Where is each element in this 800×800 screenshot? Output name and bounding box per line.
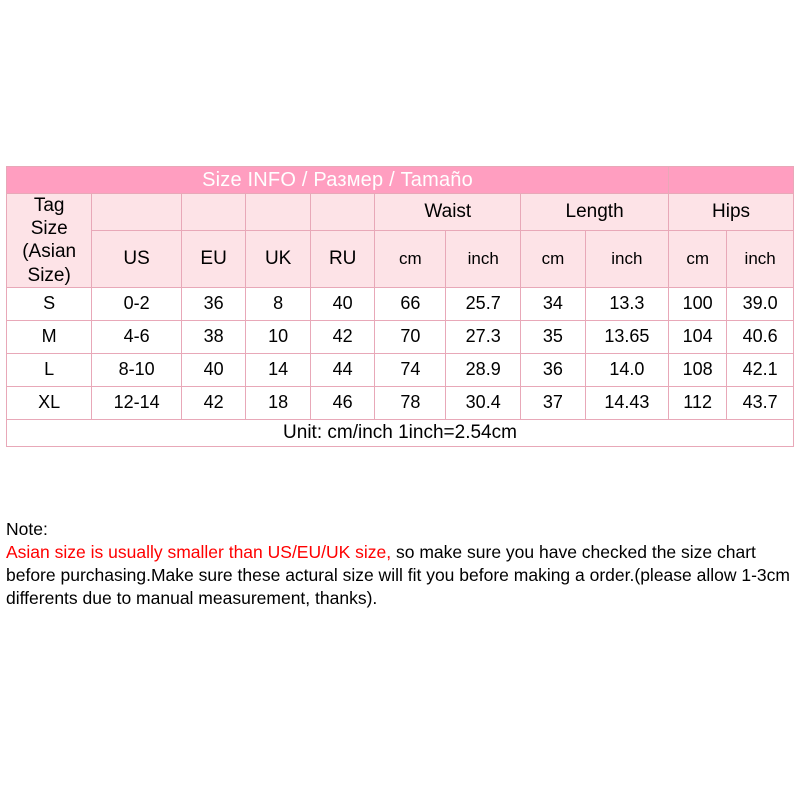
header-tag-size-line-1: Tag (33, 195, 65, 216)
row-waist-inch: 28.9 (446, 353, 521, 386)
header-us: US (92, 231, 182, 288)
row-length-cm: 36 (521, 353, 586, 386)
row-length-cm: 34 (521, 287, 586, 320)
size-table (6, 166, 794, 447)
row-waist-cm: 70 (375, 320, 446, 353)
header-ru: RU (310, 231, 375, 288)
row-length-inch: 13.3 (585, 287, 668, 320)
row-uk: 8 (246, 287, 311, 320)
title-blank-cell (669, 167, 794, 194)
note-rest-text: so make sure you have checked the size chart before purchasing.Make sure these actural size will fit you before making a order.(please allow 1-3cm differents due to manual measurement, thanks). (6, 542, 790, 609)
row-ru: 40 (310, 287, 375, 320)
row-eu: 42 (181, 386, 246, 419)
row-hips-cm: 108 (669, 353, 727, 386)
row-us: 12-14 (92, 386, 182, 419)
row-eu: 40 (181, 353, 246, 386)
header-waist: Waist (375, 194, 521, 231)
row-us: 4-6 (92, 320, 182, 353)
row-us: 8-10 (92, 353, 182, 386)
header-tag-size-line-4: Size) (27, 264, 71, 286)
unit-row (7, 419, 794, 446)
title-row (7, 167, 794, 194)
row-eu: 36 (181, 287, 246, 320)
header-hips-cm: cm (669, 231, 727, 288)
row-length-inch: 14.0 (585, 353, 668, 386)
header-length-inch: inch (585, 231, 668, 288)
row-length-inch: 13.65 (585, 320, 668, 353)
row-waist-inch: 27.3 (446, 320, 521, 353)
row-ru: 44 (310, 353, 375, 386)
header-blank-uk (246, 194, 311, 231)
row-hips-inch: 39.0 (727, 287, 794, 320)
row-hips-inch: 40.6 (727, 320, 794, 353)
row-size: XL (7, 386, 92, 419)
header-length-cm: cm (521, 231, 586, 288)
row-uk: 10 (246, 320, 311, 353)
row-hips-inch: 42.1 (727, 353, 794, 386)
header-hips: Hips (669, 194, 794, 231)
header-group-row (7, 194, 794, 231)
header-blank-us (92, 194, 182, 231)
header-sub-row (7, 231, 794, 288)
row-ru: 42 (310, 320, 375, 353)
row-waist-cm: 66 (375, 287, 446, 320)
table-row (7, 320, 794, 353)
row-uk: 14 (246, 353, 311, 386)
header-length: Length (521, 194, 669, 231)
header-tag-size-line-2: Size (30, 218, 68, 240)
row-size: S (7, 287, 92, 320)
row-length-cm: 37 (521, 386, 586, 419)
row-hips-inch: 43.7 (727, 386, 794, 419)
note-red-text: Asian size is usually smaller than US/EU/UK size, (6, 542, 392, 563)
note-label: Note: (6, 519, 48, 539)
header-tag-size (7, 194, 92, 288)
table-row (7, 287, 794, 320)
row-uk: 18 (246, 386, 311, 419)
row-length-inch: 14.43 (585, 386, 668, 419)
header-uk: UK (246, 231, 311, 288)
row-waist-inch: 30.4 (446, 386, 521, 419)
table-row (7, 386, 794, 419)
header-waist-inch: inch (446, 231, 521, 288)
header-eu: EU (181, 231, 246, 288)
row-waist-cm: 78 (375, 386, 446, 419)
header-hips-inch: inch (727, 231, 794, 288)
header-waist-cm: cm (375, 231, 446, 288)
row-size: M (7, 320, 92, 353)
row-size: L (7, 353, 92, 386)
row-hips-cm: 112 (669, 386, 727, 419)
row-us: 0-2 (92, 287, 182, 320)
row-waist-cm: 74 (375, 353, 446, 386)
size-chart-container (6, 166, 794, 447)
row-hips-cm: 100 (669, 287, 727, 320)
header-blank-ru (310, 194, 375, 231)
table-row (7, 353, 794, 386)
row-eu: 38 (181, 320, 246, 353)
title-text: Size INFO / Размер / Tamaño (7, 167, 669, 194)
unit-text: Unit: cm/inch 1inch=2.54cm (7, 419, 794, 446)
row-ru: 46 (310, 386, 375, 419)
header-tag-size-line-3: (Asian (22, 241, 77, 263)
note-block (6, 518, 792, 610)
row-waist-inch: 25.7 (446, 287, 521, 320)
row-hips-cm: 104 (669, 320, 727, 353)
header-blank-eu (181, 194, 246, 231)
row-length-cm: 35 (521, 320, 586, 353)
